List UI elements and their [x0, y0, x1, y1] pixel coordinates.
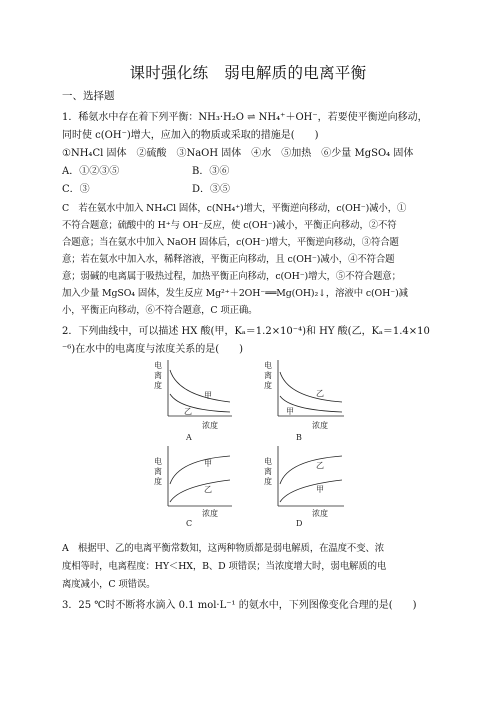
q1-answer-line3: 合题意；当在氨水中加入 NaOH 固体后，c(OH⁻)增大，平衡逆向移动，③符合题	[62, 237, 399, 248]
svg-text:浓度: 浓度	[202, 421, 218, 430]
svg-text:离: 离	[264, 467, 272, 476]
panel-label-b: B	[296, 433, 302, 442]
concentration-ionization-charts	[140, 356, 360, 526]
svg-text:离: 离	[154, 467, 162, 476]
svg-text:度: 度	[154, 381, 162, 390]
q2-stem-line2: ⁻⁶)在水中的电离度与浓度关系的是( )	[62, 344, 243, 355]
q1-items: ①NH₄Cl 固体 ②硫酸 ③NaOH 固体 ④水 ⑤加热 ⑥少量 MgSO₄ 固体	[62, 148, 414, 159]
chart-panel-d	[264, 446, 344, 526]
curve-jia	[170, 370, 230, 402]
svg-text:浓度: 浓度	[312, 509, 328, 518]
curve-yi	[170, 480, 230, 502]
svg-text:离: 离	[154, 371, 162, 380]
q1-answer-line4: 意；若在氨水中加入水，稀释溶液，平衡正向移动，且 c(OH⁻)减小，④不符合题	[62, 254, 395, 265]
svg-text:电: 电	[264, 457, 272, 466]
q2-answer-line2: 度相等时，电离程度：HY＜HX，B、D 项错误；当浓度增大时，弱电解质的电	[62, 561, 387, 572]
q2-stem-line1: 2．下列曲线中，可以描述 HX 酸(甲，Kₐ＝1.2×10⁻⁴)和 HY 酸(乙，Kₐ＝1.4×10	[62, 326, 430, 337]
q1-answer-line5: 意；弱碱的电离属于吸热过程，加热平衡正向移动，c(OH⁻)增大，⑤不符合题意；	[62, 271, 401, 282]
q1-answer-line7: 小，平衡正向移动，⑥不符合题意，C 项正确。	[62, 305, 258, 316]
svg-text:度: 度	[264, 477, 272, 486]
panel-label-d: D	[296, 519, 303, 526]
curve-jia	[170, 456, 230, 484]
svg-text:离: 离	[264, 371, 272, 380]
svg-text:浓度: 浓度	[312, 421, 328, 430]
panel-label-c: C	[186, 519, 193, 526]
label-jia: 甲	[286, 407, 294, 416]
q1-option-d: D．③⑤	[192, 184, 231, 195]
q2-answer-line3: 离度减小，C 项错误。	[62, 579, 156, 590]
q1-answer-line2: 不符合题意；硫酸中的 H⁺与 OH⁻反应，使 c(OH⁻)减小，平衡正向移动，②不符	[62, 220, 397, 231]
label-jia: 甲	[204, 391, 212, 400]
chart-panel-a	[154, 360, 232, 442]
svg-text:电: 电	[264, 361, 272, 370]
svg-text:度: 度	[264, 381, 272, 390]
q1-stem-line2: 同时使 c(OH⁻)增大，应加入的物质或采取的措施是( )	[62, 130, 319, 141]
svg-text:电: 电	[154, 361, 162, 370]
curve-yi	[170, 394, 230, 412]
svg-text:浓度: 浓度	[202, 509, 218, 518]
panel-label-a: A	[186, 433, 192, 442]
curve-jia	[280, 480, 342, 502]
curve-yi	[280, 456, 342, 484]
q1-option-c: C．③	[62, 184, 90, 195]
q1-answer-line1: C 若在氨水中加入 NH₄Cl 固体，c(NH₄⁺)增大，平衡逆向移动，c(OH⁻)减小，①	[62, 203, 407, 214]
label-jia: 甲	[204, 459, 212, 468]
label-yi: 乙	[316, 461, 324, 470]
label-yi: 乙	[316, 389, 324, 398]
svg-text:度: 度	[154, 477, 162, 486]
q1-option-b: B．③⑥	[192, 166, 230, 177]
section-heading: 一、选择题	[62, 90, 115, 102]
curve-yi	[280, 372, 342, 402]
label-yi: 乙	[184, 407, 192, 416]
q2-answer-line1: A 根据甲、乙的电离平衡常数知，这两种物质都是弱电解质，在温度不变、浓	[62, 543, 385, 554]
label-jia: 甲	[316, 485, 324, 494]
q1-answer-line6: 加入少量 MgSO₄ 固体，发生反应 Mg²⁺＋2OH⁻══Mg(OH)₂↓，溶液中 c(OH⁻)减	[62, 288, 408, 299]
chart-panel-c	[154, 446, 232, 526]
page-title: 课时强化练 弱电解质的电离平衡	[129, 64, 367, 82]
label-yi: 乙	[204, 485, 212, 494]
svg-text:电: 电	[154, 457, 162, 466]
q1-stem-line1: 1．稀氨水中存在着下列平衡：NH₃·H₂O ⇌ NH₄⁺＋OH⁻，若要使平衡逆向移动，	[62, 112, 428, 123]
q1-option-a: A．①②③⑤	[62, 166, 120, 177]
q3-stem-line1: 3．25 ℃时不断将水滴入 0.1 mol·L⁻¹ 的氨水中，下列图像变化合理的是( )	[62, 600, 417, 611]
chart-panel-b	[264, 360, 344, 442]
